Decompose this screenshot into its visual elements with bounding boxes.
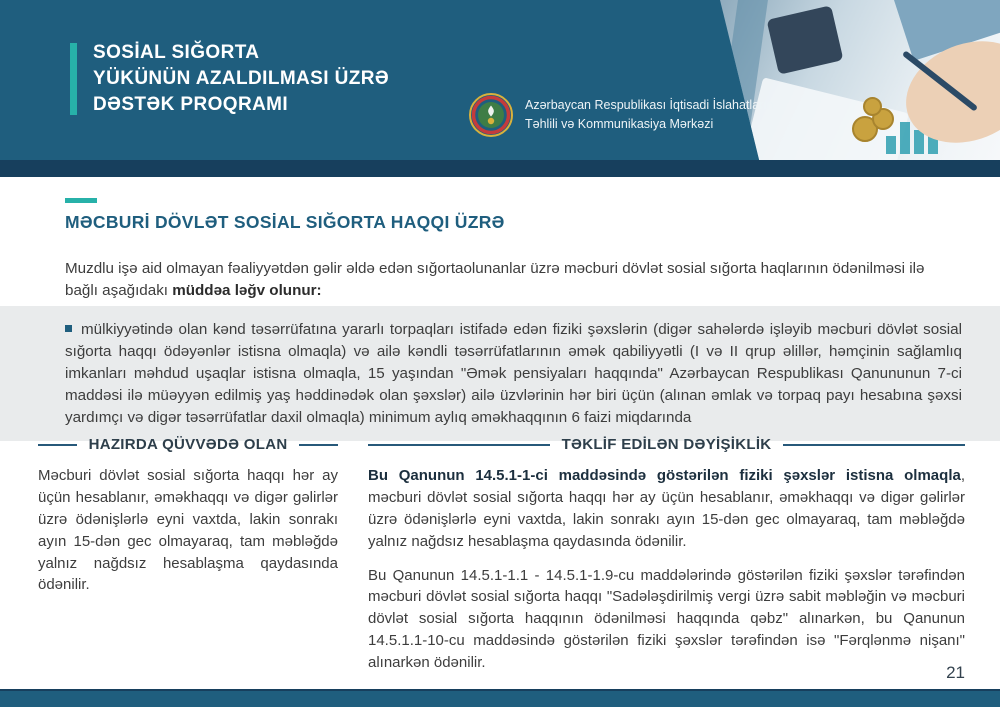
column-current-heading <box>38 436 338 453</box>
column-proposed <box>368 436 965 674</box>
slide-title-line1: SOSİAL SIĞORTA <box>93 42 260 63</box>
column-proposed-paragraph-1 <box>368 465 965 553</box>
state-emblem-icon <box>468 92 514 138</box>
organization-name-line1: Azərbaycan Respublikası İqtisadi İslahatların <box>525 98 774 113</box>
intro-bold-text: müddəa ləğv olunur: <box>172 281 322 299</box>
bullet-square-icon <box>65 325 72 332</box>
section-accent-bar <box>65 198 97 203</box>
footer-band <box>0 689 1000 707</box>
proposed-p1-bold: Bu Qanunun 14.5.1-1-ci maddəsində göstərilən fiziki şəxslər istisna olmaqla <box>368 467 961 484</box>
column-proposed-heading <box>368 436 965 453</box>
column-current <box>38 436 338 674</box>
proposed-p1-rest: , məcburi dövlət sosial sığorta haqqı hər ay üçün hesablanır, əməkhaqqı və digər gəlirlər üzrə ödənişlərlə eyni vaxtda, lakin sonrakı ayın 15-dən gec olmayaraq, tam məbləğdə yalnız nağdsız hesablaşma qaydasında ödənilir. <box>368 467 965 550</box>
organization-name <box>525 96 774 134</box>
title-accent-bar <box>70 43 77 115</box>
photo-coin-shape <box>863 97 882 116</box>
column-current-title: HAZIRDA QÜVVƏDƏ OLAN <box>88 436 288 453</box>
heading-rule-right <box>783 444 965 446</box>
column-proposed-title: TƏKLİF EDİLƏN DƏYİŞİKLİK <box>561 436 772 453</box>
provision-text: mülkiyyətində olan kənd təsərrüfatına yararlı torpaqları istifadə edən fiziki şəxslərin (digər sahələrdə işləyib məcburi dövlət sosial sığorta haqqı ödəyənlər istisna olmaqla) və ailə kəndli təsərrüfatlarının əmək qabiliyyətli (I və II qrup əlillər, həmçinin sağlamlıq imkanları məhdud uşaqlar istisna olmaqla, 15 yaşından "Əmək pensiyaları haqqında" Azərbaycan Respublikası Qanununun 7-ci maddəsi ilə müəyyən edilmiş yaş həddinədək olan şəxslər) ailə üzvlərinin hər biri üçün (alınan əmlak və torpaq payı hesabına şəxsi yardımçı və digər təsərrüfatlar daxil olmaqla) minimum aylıq əməkhaqqının 6 faizi miqdarında <box>65 321 962 426</box>
section-heading <box>65 198 505 233</box>
slide-title-line3: DƏSTƏK PROQRAMI <box>93 94 289 115</box>
header-divider-strip <box>0 160 1000 177</box>
organization-name-line2: Təhlili və Kommunikasiya Mərkəzi <box>525 117 714 131</box>
heading-rule-left <box>368 444 550 446</box>
provision-paragraph <box>65 319 962 428</box>
organization-block <box>468 92 774 138</box>
heading-rule-right <box>299 444 338 446</box>
slide-title <box>93 40 389 118</box>
provision-block <box>0 306 1000 441</box>
comparison-columns <box>38 436 965 674</box>
slide-title-line2: YÜKÜNÜN AZALDILMASI ÜZRƏ <box>93 68 390 89</box>
heading-rule-left <box>38 444 77 446</box>
photo-calculator-shape <box>767 5 844 74</box>
column-current-body: Məcburi dövlət sosial sığorta haqqı hər ay üçün hesablanır, əməkhaqqı və digər gəlirlər üzrə ödənişlərlə eyni vaxtda, lakin sonrakı ayın 15-dən gec olmayaraq, tam məbləğdə yalnız nağdsız hesablaşma qaydasında ödənilir. <box>38 467 338 594</box>
header-band <box>0 0 1000 160</box>
page-number: 21 <box>946 663 965 682</box>
column-proposed-paragraph-2: Bu Qanunun 14.5.1-1.1 - 14.5.1-1.9-cu maddələrində göstərilən fiziki şəxslər tərəfindən məcburi dövlət sosial sığorta haqqı "Sadələşdirilmiş vergi üzrə sabit məbləğin və məcburi dövlət sosial sığorta haqqının ödənilməsi haqqında qəbz" alınarkən, bu Qanunun 14.5.1.1-10-cu maddəsində göstərilən fiziki şəxslər tərəfindən isə "Fərqlənmə nişanı" alınarkən ödənilir. <box>368 566 965 672</box>
title-block <box>70 40 389 118</box>
section-title: MƏCBURİ DÖVLƏT SOSİAL SIĞORTA HAQQI ÜZRƏ <box>65 212 505 232</box>
intro-paragraph <box>65 258 945 301</box>
intro-text: Muzdlu işə aid olmayan fəaliyyətdən gəlir əldə edən sığortaolunanlar üzrə məcburi dövlət sosial sığorta haqlarının ödənilməsi ilə bağlı aşağıdakı <box>65 260 925 299</box>
